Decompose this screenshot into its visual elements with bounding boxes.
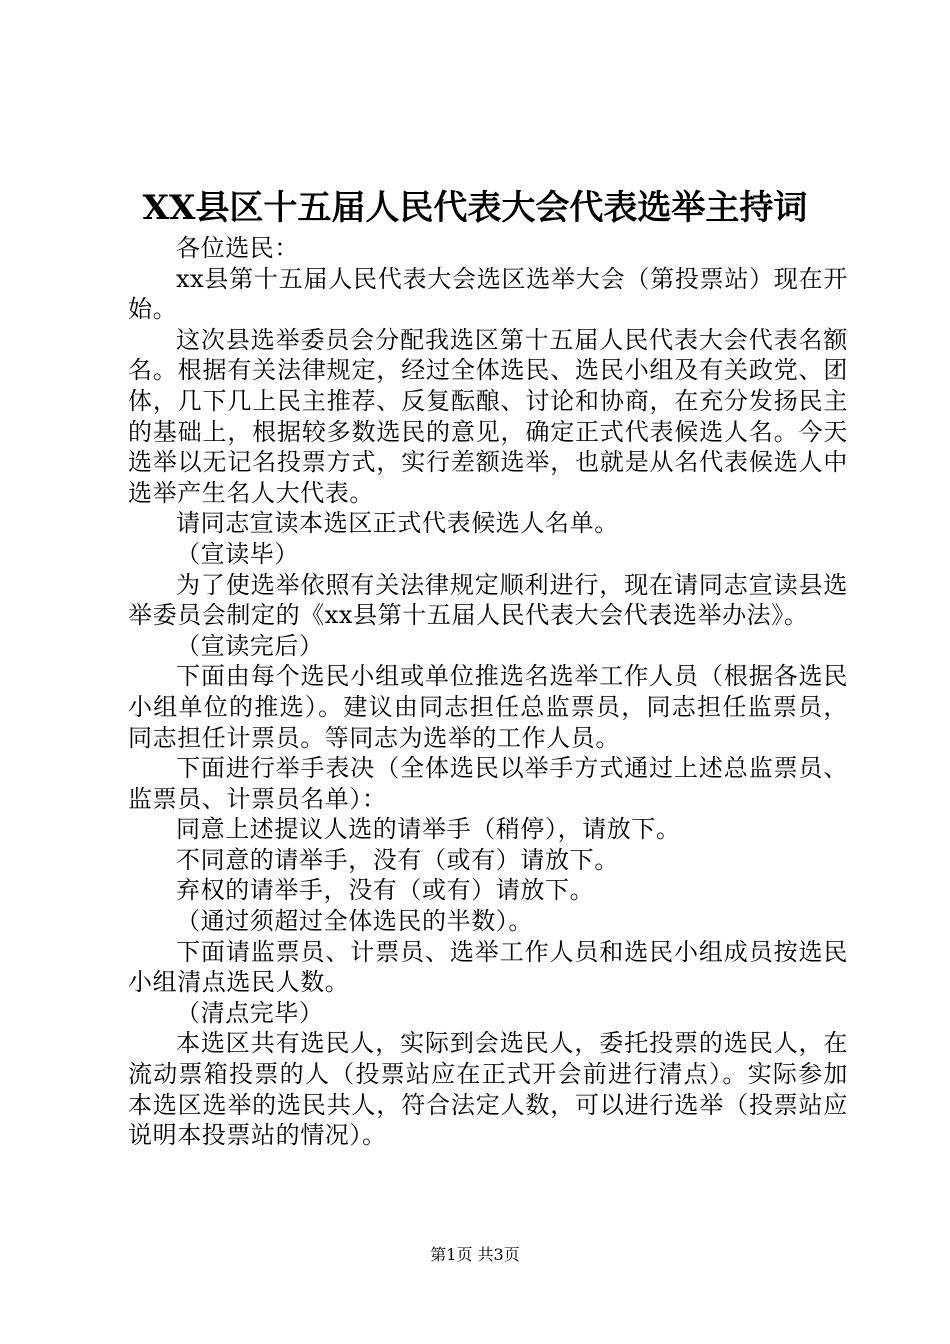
- document-body: [128, 233, 848, 1151]
- paragraph: 为了使选举依照有关法律规定顺利进行，现在请同志宣读县选举委员会制定的《xx县第十五届人民代表大会代表选举办法》。: [128, 570, 848, 630]
- paragraph: （宣读毕）: [176, 539, 299, 568]
- paragraph: （清点完毕）: [176, 998, 324, 1027]
- paragraph: 同意上述提议人选的请举手（稍停），请放下。: [176, 815, 681, 844]
- paragraph: 这次县选举委员会分配我选区第十五届人民代表大会代表名额名。根据有关法律规定，经过全体选民、选民小组及有关政党、团体，几下几上民主推荐、反复酝酿、讨论和协商，在充分发扬民主的基础上，根据较多数选民的意见，确定正式代表候选人名。今天选举以无记名投票方式，实行差额选举，也就是从名代表候选人中选举产生名人大代表。: [128, 325, 848, 507]
- paragraph: 各位选民：: [176, 234, 299, 262]
- paragraph: 本选区共有选民人，实际到会选民人，委托投票的选民人，在流动票箱投票的人（投票站应在正式开会前进行清点）。实际参加本选区选举的选民共人，符合法定人数，可以进行选举（投票站应说明本投票站的情况）。: [128, 1029, 848, 1150]
- paragraph: 下面请监票员、计票员、选举工作人员和选民小组成员按选民小组清点选民人数。: [128, 937, 848, 997]
- paragraph: （通过须超过全体选民的半数）。: [176, 907, 533, 936]
- paragraph: 不同意的请举手，没有（或有）请放下。: [176, 845, 619, 874]
- paragraph: 下面进行举手表决（全体选民以举手方式通过上述总监票员、监票员、计票员名单）：: [128, 754, 848, 813]
- paragraph: 请同志宣读本选区正式代表候选人名单。: [176, 509, 619, 538]
- paragraph: 弃权的请举手，没有（或有）请放下。: [176, 876, 595, 905]
- page-footer: 第1页 共3页: [430, 1245, 520, 1264]
- paragraph: xx县第十五届人民代表大会选区选举大会（第投票站）现在开始。: [128, 264, 848, 324]
- paragraph: 下面由每个选民小组或单位推选名选举工作人员（根据各选民小组单位的推选）。建议由同志担任总监票员，同志担任监票员，同志担任计票员。等同志为选举的工作人员。: [128, 662, 848, 752]
- paragraph: （宣读完后）: [176, 631, 324, 660]
- document-title: XX县区十五届人民代表大会代表选举主持词: [142, 188, 808, 228]
